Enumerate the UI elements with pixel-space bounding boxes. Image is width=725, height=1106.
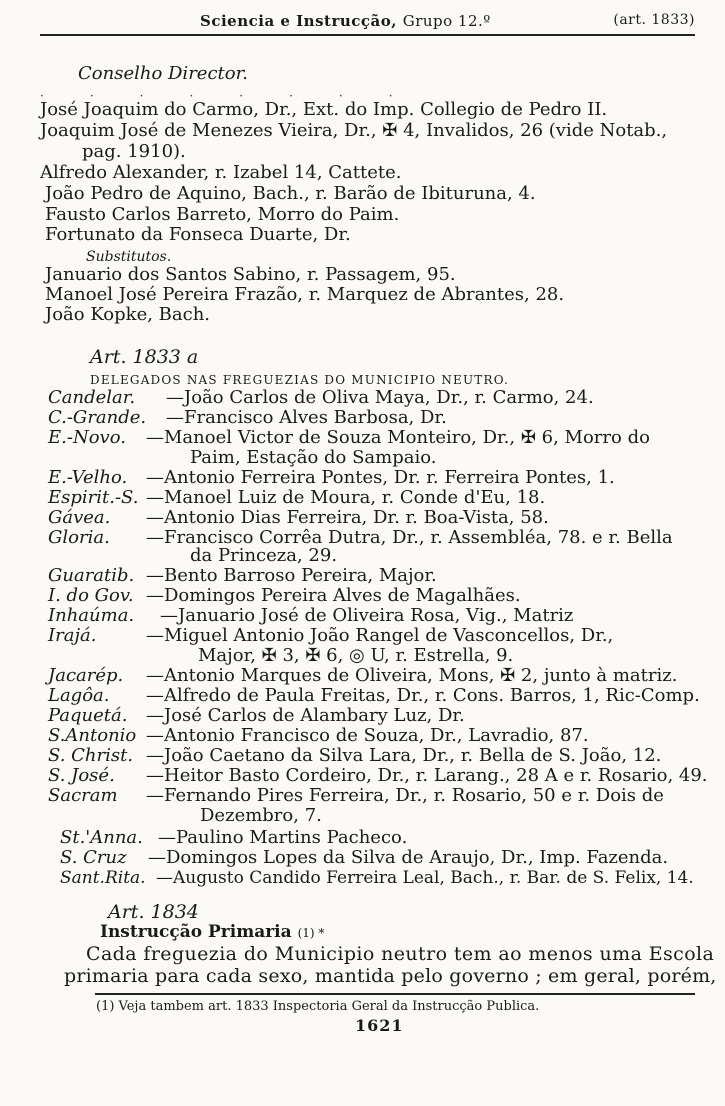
conselho-member: Fausto Carlos Barreto, Morro do Paim. [45,204,400,225]
delegado-entry: Sacram —Fernando Pires Ferreira, Dr., r. Rosario, 50 e r. Dois de [48,785,664,806]
header-title-text: Sciencia e Instrucção, [200,12,397,30]
delegado-entry: Guaratib. —Bento Barroso Pereira, Major. [48,565,437,586]
delegados-subheading: DELEGADOS NAS FREGUEZIAS DO MUNICIPIO NEUTRO. [90,373,510,387]
conselho-member: José Joaquim do Carmo, Dr., Ext. do Imp. Collegio de Pedro II. [40,99,608,120]
delegado-entry: E.-Velho. —Antonio Ferreira Pontes, Dr. r. Ferreira Pontes, 1. [48,467,615,488]
delegado-entry: Gloria. —Francisco Corrêa Dutra, Dr., r. Assembléa, 78. e r. Bella [48,527,673,548]
delegado-entry: Espirit.-S. —Manoel Luiz de Moura, r. Conde d'Eu, 18. [48,487,546,508]
delegado-entry: Lagôa. —Alfredo de Paula Freitas, Dr., r. Cons. Barros, 1, Ric-Comp. [48,685,700,706]
substituto-member: Manoel José Pereira Frazão, r. Marquez de Abrantes, 28. [45,284,565,305]
article-1834-heading: Art. 1834 [108,901,199,923]
delegado-entry: C.-Grande. —Francisco Alves Barbosa, Dr. [48,407,447,428]
footnote-rule [95,993,695,995]
separator-dots: ········ [40,89,439,103]
delegado-entry-continuation: da Princeza, 29. [190,545,338,566]
substituto-member: João Kopke, Bach. [45,304,211,325]
delegado-entry-continuation: Paim, Estação do Sampaio. [190,447,437,468]
substituto-member: Januario dos Santos Sabino, r. Passagem, 95. [45,264,456,285]
delegado-entry: Paquetá. —José Carlos de Alambary Luz, Dr. [48,705,465,726]
header-title [200,12,491,30]
delegado-entry: Gávea. —Antonio Dias Ferreira, Dr. r. Boa-Vista, 58. [48,507,549,528]
conselho-member: Fortunato da Fonseca Duarte, Dr. [45,224,351,245]
delegado-entry: E.-Novo. —Manoel Victor de Souza Monteiro, Dr., ✠ 6, Morro do [48,427,650,448]
conselho-member: Joaquim José de Menezes Vieira, Dr., ✠ 4, Invalidos, 26 (vide Notab., [40,120,668,141]
delegado-entry: I. do Gov. —Domingos Pereira Alves de Magalhães. [48,585,521,606]
delegado-entry: S.Antonio —Antonio Francisco de Souza, Dr., Lavradio, 87. [48,725,589,746]
footnote-text: (1) Veja tambem art. 1833 Inspectoria Geral da Instrucção Publica. [96,999,540,1014]
conselho-member: pag. 1910). [82,141,186,162]
header-article-ref: (art. 1833) [613,12,695,28]
conselho-member: Alfredo Alexander, r. Izabel 14, Cattete. [40,162,402,183]
conselho-heading: Conselho Director. [78,63,248,84]
delegado-entry: Irajá. —Miguel Antonio João Rangel de Vasconcellos, Dr., [48,625,614,646]
delegado-entry: Sant.Rita. —Augusto Candido Ferreira Leal, Bach., r. Bar. de S. Felix, 14. [60,868,694,888]
footnote-marker: (1) * [297,926,325,940]
delegado-entry: St.'Anna. —Paulino Martins Pacheco. [60,827,408,848]
body-paragraph-line: primaria para cada sexo, mantida pelo governo ; em geral, porém, [64,965,717,987]
substitutos-heading: Substitutos. [86,249,172,265]
article-1833a-heading: Art. 1833 a [90,346,199,368]
instrucao-primaria-title: Instrucção Primaria (1) * [100,922,325,942]
header-rule [40,34,695,36]
delegado-entry-continuation: Dezembro, 7. [200,805,322,826]
body-paragraph-line: Cada freguezia do Municipio neutro tem ao menos uma Escola [86,943,715,965]
delegado-entry: Inhaúma. —Januario José de Oliveira Rosa, Vig., Matriz [48,605,574,626]
delegado-entry: S. Cruz —Domingos Lopes da Silva de Araujo, Dr., Imp. Fazenda. [60,847,669,868]
page-number: 1621 [355,1016,404,1035]
conselho-member: João Pedro de Aquino, Bach., r. Barão de Ibituruna, 4. [45,183,536,204]
running-header [40,8,695,34]
delegado-entry: Jacarép. —Antonio Marques de Oliveira, Mons, ✠ 2, junto à matriz. [48,665,678,686]
delegado-entry: S. José. —Heitor Basto Cordeiro, Dr., r. Larang., 28 A e r. Rosario, 49. [48,765,708,786]
header-group: Grupo 12.º [402,12,491,30]
delegado-entry: S. Christ. —João Caetano da Silva Lara, Dr., r. Bella de S. João, 12. [48,745,662,766]
delegado-entry: Candelar. —João Carlos de Oliva Maya, Dr., r. Carmo, 24. [48,387,594,408]
delegado-entry-continuation: Major, ✠ 3, ✠ 6, ◎ U, r. Estrella, 9. [198,645,514,666]
